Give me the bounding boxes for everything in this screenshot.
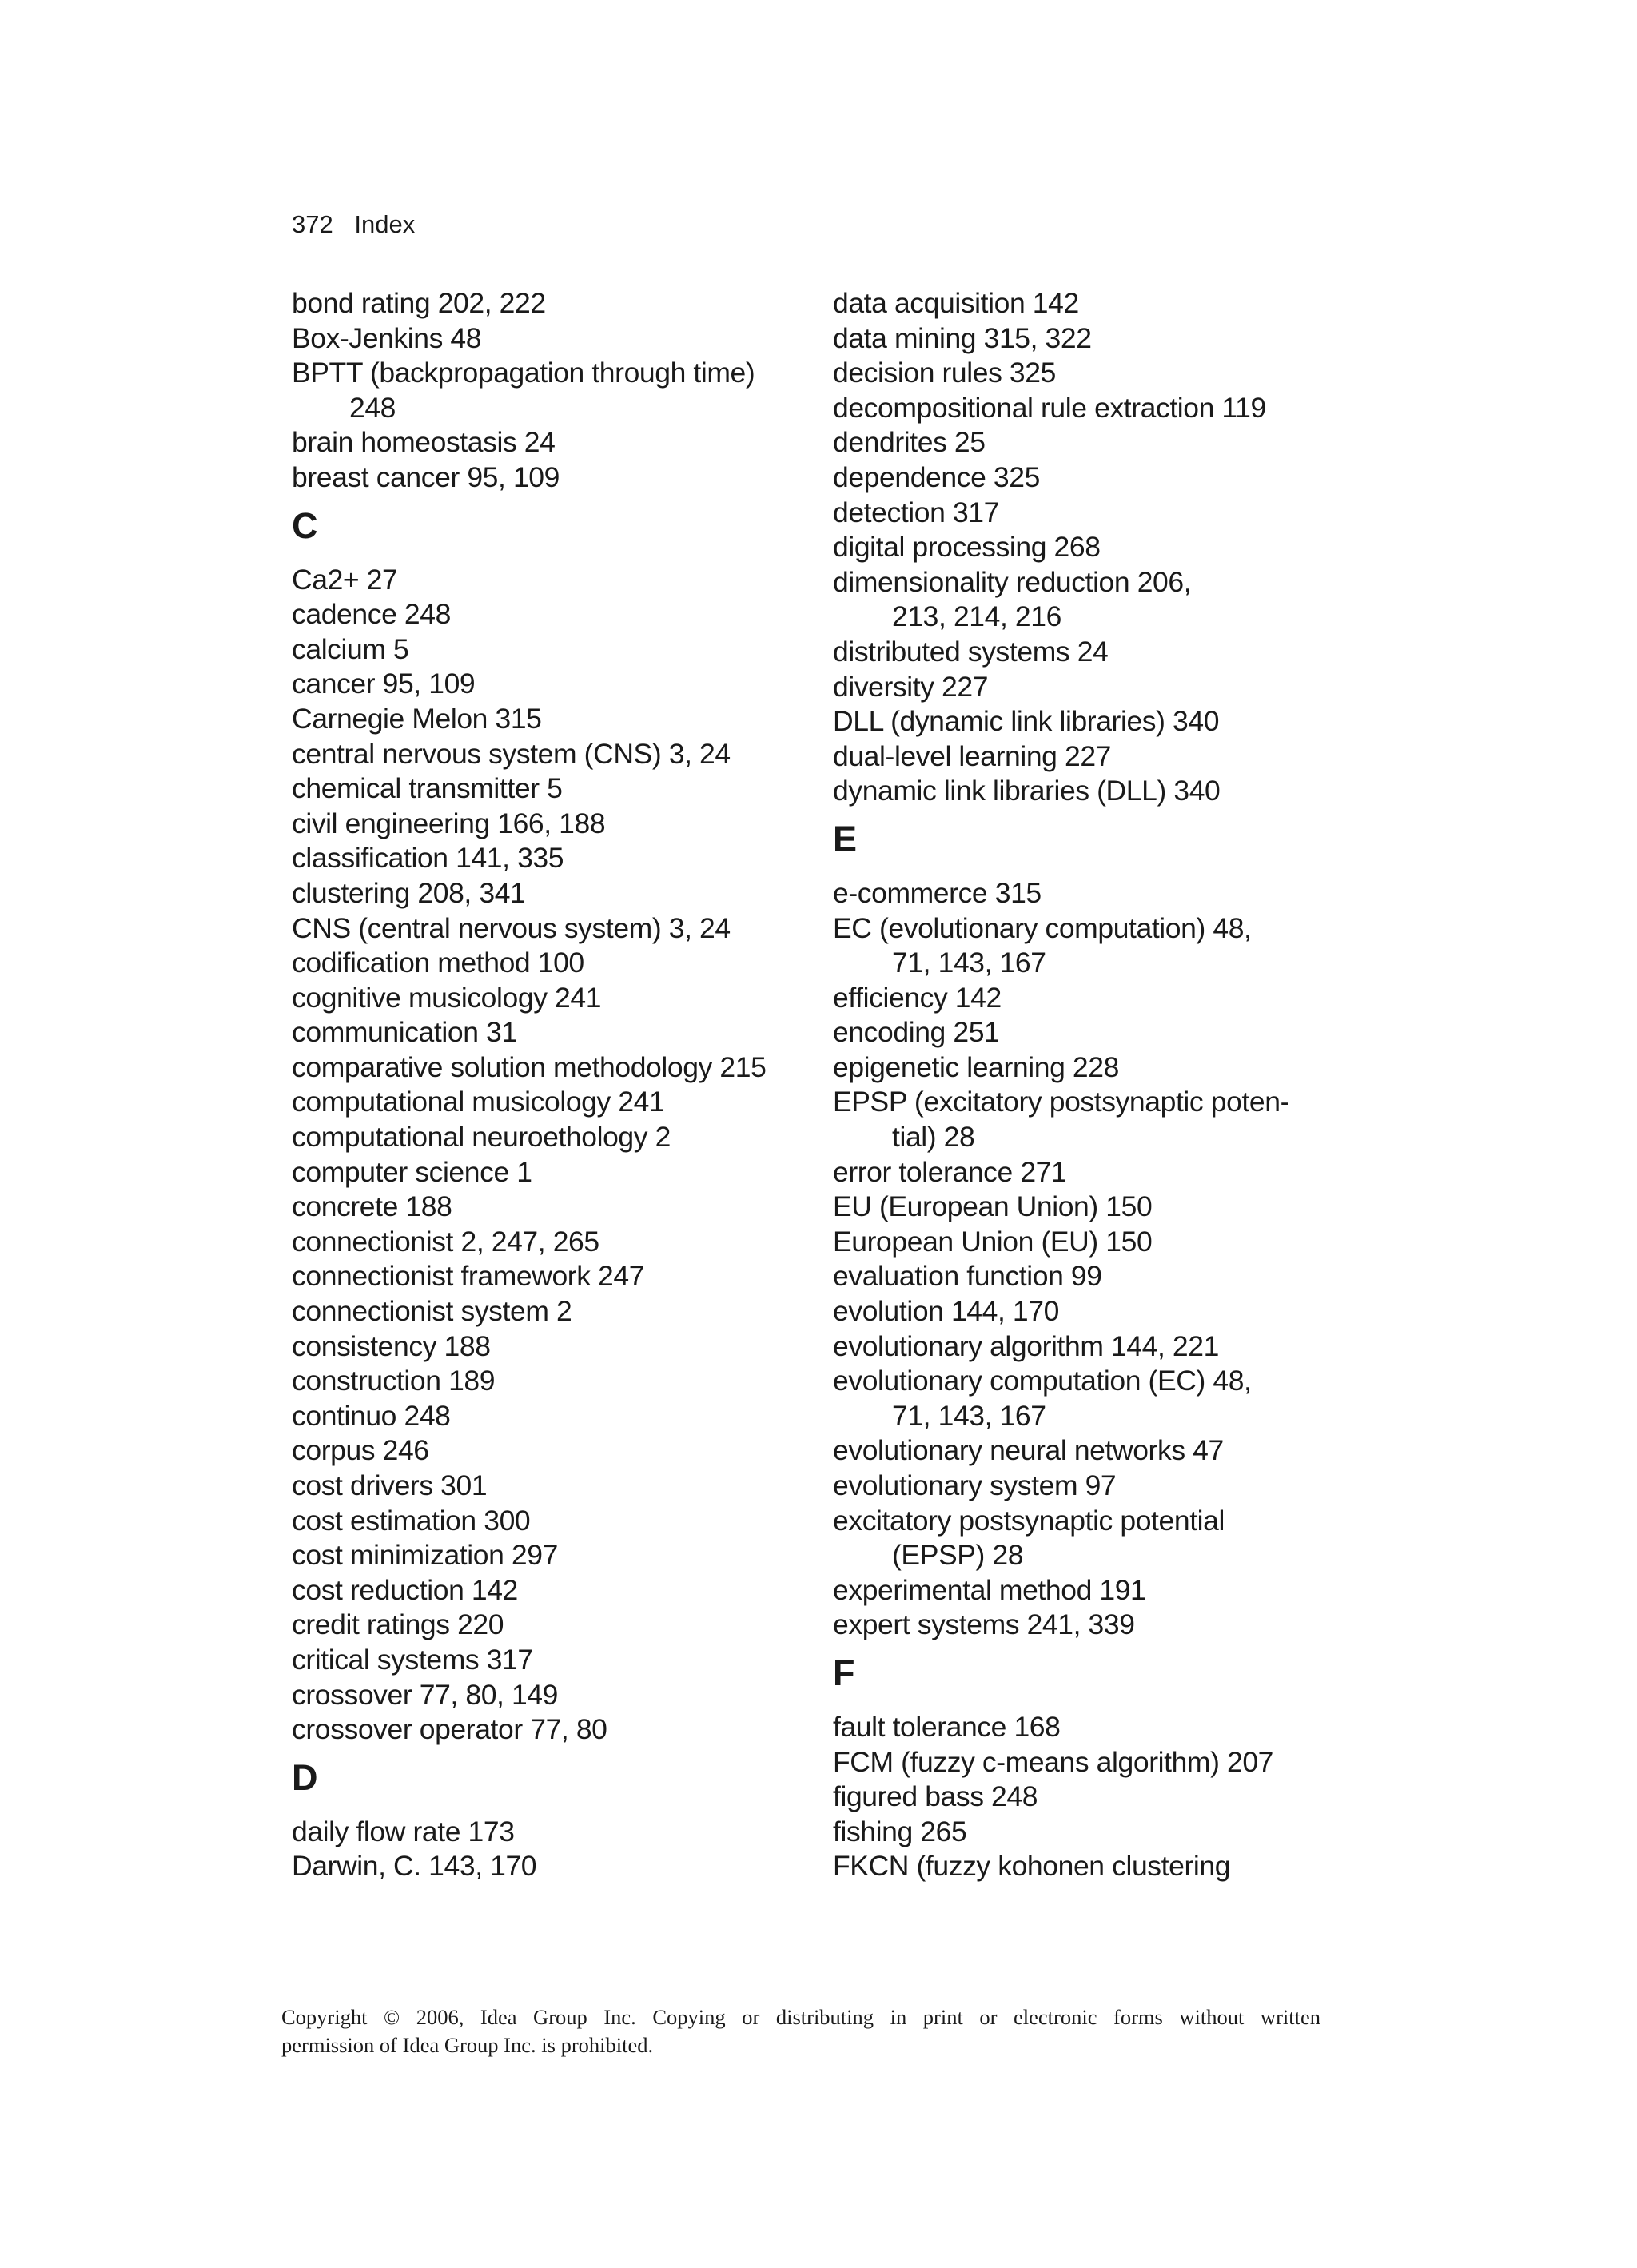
index-entry: corpus 246 xyxy=(292,1434,429,1467)
index-entry: EPSP (excitatory postsynaptic poten- xyxy=(833,1086,1289,1118)
index-entry: crossover 77, 80, 149 xyxy=(292,1678,558,1711)
index-entry: consistency 188 xyxy=(292,1329,491,1362)
index-entry: evolutionary computation (EC) 48, xyxy=(833,1365,1252,1397)
index-entry: continuo 248 xyxy=(292,1399,451,1432)
index-entry: error tolerance 271 xyxy=(833,1155,1067,1188)
index-entry: clustering 208, 341 xyxy=(292,876,526,909)
index-group-d xyxy=(292,1815,859,1884)
index-entry: FCM (fuzzy c-means algorithm) 207 xyxy=(833,1745,1274,1778)
index-entry: European Union (EU) 150 xyxy=(833,1225,1153,1258)
index-entry: comparative solution methodology 215 xyxy=(292,1050,767,1083)
index-entry: computational neuroethology 2 xyxy=(292,1121,671,1154)
index-entry: crossover operator 77, 80 xyxy=(292,1713,607,1746)
index-entry: cost drivers 301 xyxy=(292,1469,488,1501)
index-entry: evolution 144, 170 xyxy=(833,1295,1059,1328)
index-entry: dendrites 25 xyxy=(833,426,986,459)
index-entry: Carnegie Melon 315 xyxy=(292,702,542,735)
index-group-c xyxy=(292,563,859,1748)
index-entry: evolutionary algorithm 144, 221 xyxy=(833,1329,1219,1362)
index-entry: dual-level learning 227 xyxy=(833,739,1112,772)
index-group-e xyxy=(833,876,1400,1643)
index-entry: evaluation function 99 xyxy=(833,1260,1102,1293)
index-entry: evolutionary system 97 xyxy=(833,1469,1117,1501)
page-number: 372 xyxy=(292,210,333,238)
index-entry: connectionist framework 247 xyxy=(292,1260,645,1293)
index-letter-d: D xyxy=(292,1756,318,1798)
index-entry-continuation: 248 xyxy=(349,391,396,424)
index-entry: construction 189 xyxy=(292,1365,496,1397)
index-column-left xyxy=(292,286,859,1884)
index-entry: cost minimization 297 xyxy=(292,1539,558,1572)
index-entry: codification method 100 xyxy=(292,947,584,979)
copyright-notice xyxy=(281,2003,1320,2059)
index-entry: Darwin, C. 143, 170 xyxy=(292,1850,537,1883)
index-entry: FKCN (fuzzy kohonen clustering xyxy=(833,1850,1231,1883)
section-title: Index xyxy=(354,210,416,238)
index-entry: communication 31 xyxy=(292,1016,517,1049)
index-entry: computer science 1 xyxy=(292,1155,532,1188)
index-entry: encoding 251 xyxy=(833,1016,1000,1049)
index-entry: dynamic link libraries (DLL) 340 xyxy=(833,775,1221,807)
index-entry: civil engineering 166, 188 xyxy=(292,807,606,839)
index-entry: daily flow rate 173 xyxy=(292,1815,515,1847)
index-entry: Box-Jenkins 48 xyxy=(292,321,482,354)
index-entry: epigenetic learning 228 xyxy=(833,1050,1119,1083)
index-entry: cancer 95, 109 xyxy=(292,668,476,700)
index-entry: efficiency 142 xyxy=(833,981,1002,1014)
index-entry: DLL (dynamic link libraries) 340 xyxy=(833,705,1220,738)
index-letter-e: E xyxy=(833,818,858,859)
index-entry-continuation: 213, 214, 216 xyxy=(892,600,1061,633)
index-entry: connectionist 2, 247, 265 xyxy=(292,1225,599,1258)
index-entry: chemical transmitter 5 xyxy=(292,772,563,805)
index-entry: fault tolerance 168 xyxy=(833,1710,1061,1743)
index-entry: digital processing 268 xyxy=(833,531,1101,564)
index-entry: credit ratings 220 xyxy=(292,1608,504,1641)
running-head xyxy=(292,209,415,240)
index-entry: evolutionary neural networks 47 xyxy=(833,1434,1224,1467)
copyright-line-2: permission of Idea Group Inc. is prohibited. xyxy=(281,2033,654,2057)
index-entry: EU (European Union) 150 xyxy=(833,1190,1153,1223)
index-entry: data mining 315, 322 xyxy=(833,321,1092,354)
index-entry: diversity 227 xyxy=(833,670,989,703)
index-entry: dependence 325 xyxy=(833,460,1040,493)
index-entry: breast cancer 95, 109 xyxy=(292,460,560,493)
index-entry: e-commerce 315 xyxy=(833,876,1042,909)
index-entry: cost estimation 300 xyxy=(292,1504,531,1537)
index-entry: brain homeostasis 24 xyxy=(292,426,556,459)
copyright-line-1: Copyright © 2006, Idea Group Inc. Copying or distributing in print or electronic forms without written xyxy=(281,2005,1320,2029)
index-entry: central nervous system (CNS) 3, 24 xyxy=(292,737,731,770)
index-entry: computational musicology 241 xyxy=(292,1086,665,1118)
index-letter-c: C xyxy=(292,504,318,546)
index-entry-continuation: 71, 143, 167 xyxy=(892,947,1046,979)
index-entry: EC (evolutionary computation) 48, xyxy=(833,911,1252,944)
index-entry: decision rules 325 xyxy=(833,357,1056,389)
index-entry: bond rating 202, 222 xyxy=(292,287,546,319)
index-entry: classification 141, 335 xyxy=(292,842,564,875)
index-entry: decompositional rule extraction 119 xyxy=(833,391,1266,424)
index-group-b xyxy=(292,286,859,496)
index-letter-f: F xyxy=(833,1652,855,1693)
index-group-f xyxy=(833,1710,1400,1884)
index-entry: cognitive musicology 241 xyxy=(292,981,602,1014)
index-entry: figured bass 248 xyxy=(833,1780,1038,1813)
index-entry: calcium 5 xyxy=(292,632,409,665)
index-column-right xyxy=(833,286,1400,1884)
index-entry: data acquisition 142 xyxy=(833,287,1079,319)
index-entry: concrete 188 xyxy=(292,1190,452,1223)
index-entry: CNS (central nervous system) 3, 24 xyxy=(292,911,731,944)
index-entry: experimental method 191 xyxy=(833,1573,1146,1606)
index-entry: distributed systems 24 xyxy=(833,635,1109,668)
index-entry-continuation: (EPSP) 28 xyxy=(892,1539,1024,1572)
index-entry: connectionist system 2 xyxy=(292,1295,572,1328)
index-entry: expert systems 241, 339 xyxy=(833,1608,1135,1641)
index-entry: fishing 265 xyxy=(833,1815,967,1847)
index-entry-continuation: tial) 28 xyxy=(892,1121,975,1154)
index-entry: critical systems 317 xyxy=(292,1643,533,1676)
index-entry: cadence 248 xyxy=(292,598,451,631)
index-entry: detection 317 xyxy=(833,496,999,528)
index-entry: cost reduction 142 xyxy=(292,1573,518,1606)
index-entry: dimensionality reduction 206, xyxy=(833,565,1192,598)
index-entry: excitatory postsynaptic potential xyxy=(833,1504,1225,1537)
index-entry: Ca2+ 27 xyxy=(292,563,398,596)
index-group-d-continued xyxy=(833,286,1400,809)
index-entry: BPTT (backpropagation through time) xyxy=(292,357,755,389)
index-entry-continuation: 71, 143, 167 xyxy=(892,1399,1046,1432)
